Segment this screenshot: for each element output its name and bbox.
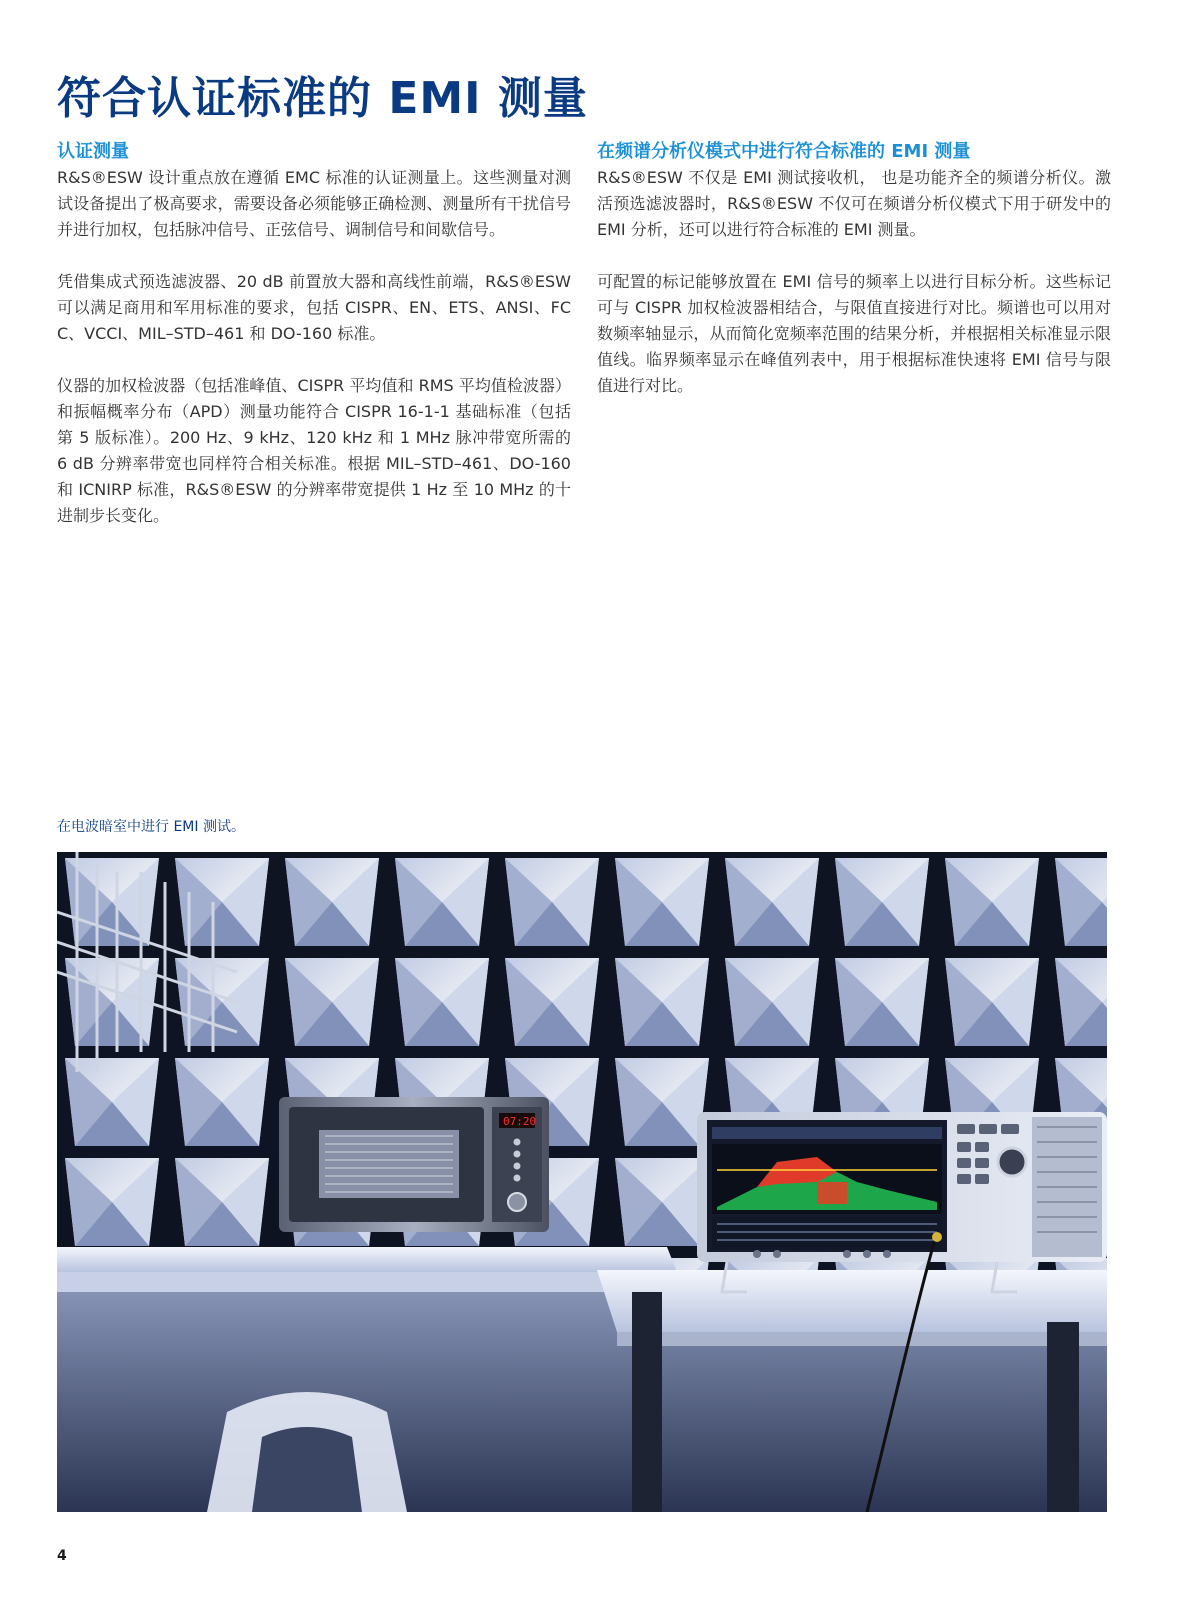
right-column	[597, 139, 1111, 425]
microwave-display: 07:20	[503, 1115, 537, 1128]
section-heading-spectrum-mode: 在频谱分析仪模式中进行符合标准的 EMI 测量	[597, 141, 971, 162]
paragraph: 可配置的标记能够放置在 EMI 信号的频率上以进行目标分析。这些标记可与 CISPR 加权检波器相结合，与限值直接进行对比。频谱也可以用对数频率轴显示，从而简化宽频率范围的结果分析，并根据相关标准显示限值线。临界频率显示在峰值列表中，用于根据标准快速将 EMI 信号与限值进行对比。	[597, 272, 1111, 395]
left-column	[57, 139, 571, 555]
paragraph: R&S®ESW 设计重点放在遵循 EMC 标准的认证测量上。这些测量对测试设备提出了极高要求，需要设备必须能够正确检测、测量所有干扰信号并进行加权，包括脉冲信号、正弦信号、调制信号和间歇信号。	[57, 168, 571, 239]
page-title: 符合认证标准的 EMI 测量	[57, 73, 588, 124]
paragraph: R&S®ESW 不仅是 EMI 测试接收机， 也是功能齐全的频谱分析仪。激活预选滤波器时，R&S®ESW 不仅可在频谱分析仪模式下用于研发中的 EMI 分析，还可以进行符合标准的 EMI 测量。	[597, 168, 1111, 239]
paragraph: 仪器的加权检波器（包括准峰值、CISPR 平均值和 RMS 平均值检波器）和振幅概率分布（APD）测量功能符合 CISPR 16-1-1 基础标准（包括第 5 版标准）。200 Hz、9 kHz、120 kHz 和 1 MHz 脉冲带宽所需的 6 dB 分辨率带宽也同样符合相关标准。根据 MIL–STD–461、DO-160 和 ICNIRP 标准，R&S®ESW 的分辨率带宽提供 1 Hz 至 10 MHz 的十进制步长变化。	[57, 376, 571, 525]
paragraph: 凭借集成式预选滤波器、20 dB 前置放大器和高线性前端，R&S®ESW 可以满足商用和军用标准的要求，包括 CISPR、EN、ETS、ANSI、FCC、VCCI、MIL–STD–461 和 DO-160 标准。	[57, 272, 571, 343]
section-heading-certification: 认证测量	[57, 141, 129, 162]
microwave	[279, 1097, 549, 1232]
figure-caption: 在电波暗室中进行 EMI 测试。	[57, 819, 245, 835]
anechoic-chamber-photo	[57, 852, 1107, 1512]
page-number: 4	[57, 1548, 67, 1564]
